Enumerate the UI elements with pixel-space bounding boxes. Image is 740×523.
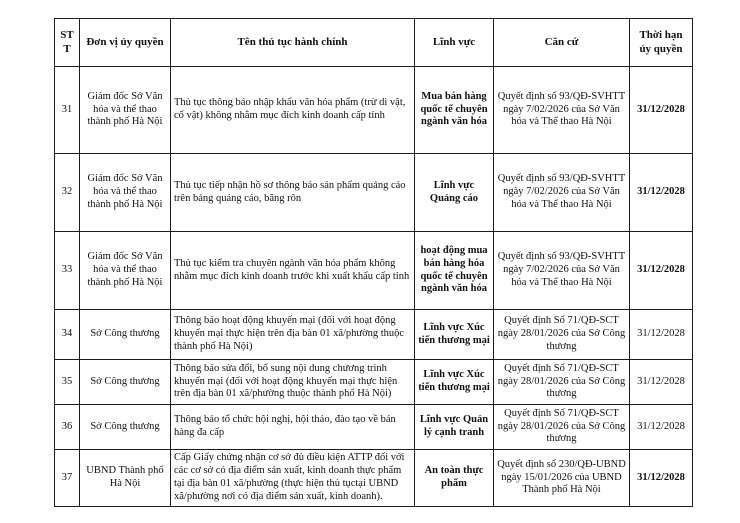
cell-linh-vuc: Mua bán hàng quốc tế chuyên ngành văn hóa	[415, 67, 494, 154]
cell-ten-thu-tuc: Thông báo tổ chức hội nghị, hội thảo, đào tạo về bán hàng đa cấp	[171, 405, 415, 450]
cell-can-cu: Quyết định Số 71/QĐ-SCT ngày 28/01/2026 của Sở Công thương	[494, 310, 630, 360]
cell-don-vi: Giám đốc Sở Văn hóa và thể thao thành phố Hà Nội	[80, 67, 171, 154]
cell-don-vi: Giám đốc Sở Văn hóa và thể thao thành phố Hà Nội	[80, 232, 171, 310]
cell-thoi-han: 31/12/2028	[630, 450, 693, 507]
cell-stt: 33	[55, 232, 80, 310]
cell-stt: 35	[55, 360, 80, 405]
cell-linh-vuc: Lĩnh vực Quảng cáo	[415, 154, 494, 232]
cell-don-vi: Giám đốc Sở Văn hóa và thể thao thành phố Hà Nội	[80, 154, 171, 232]
header-linh-vuc: Lĩnh vực	[415, 19, 494, 67]
cell-don-vi: Sở Công thương	[80, 405, 171, 450]
table-row	[55, 405, 693, 450]
cell-thoi-han: 31/12/2028	[630, 310, 693, 360]
cell-thoi-han: 31/12/2028	[630, 67, 693, 154]
table-body	[55, 67, 693, 507]
cell-can-cu: Quyết định số 230/QĐ-UBND ngày 15/01/2026 của UBND Thành phố Hà Nội	[494, 450, 630, 507]
cell-stt: 34	[55, 310, 80, 360]
cell-ten-thu-tuc: Thông báo hoạt động khuyến mại (đối với hoạt động khuyến mại thực hiện trên địa bàn 01 xã/phường thuộc thành phố Hà Nội)	[171, 310, 415, 360]
header-don-vi-uy-quyen: Đơn vị ủy quyền	[80, 19, 171, 67]
header-stt: STT	[55, 19, 80, 67]
cell-can-cu: Quyết định Số 71/QĐ-SCT ngày 28/01/2026 của Sở Công thương	[494, 360, 630, 405]
table-row	[55, 310, 693, 360]
cell-can-cu: Quyết định Số 71/QĐ-SCT ngày 28/01/2026 của Sở Công thương	[494, 405, 630, 450]
cell-thoi-han: 31/12/2028	[630, 405, 693, 450]
cell-linh-vuc: Lĩnh vực Xúc tiến thương mại	[415, 360, 494, 405]
cell-don-vi: Sở Công thương	[80, 360, 171, 405]
cell-stt: 36	[55, 405, 80, 450]
table-row	[55, 232, 693, 310]
cell-stt: 32	[55, 154, 80, 232]
cell-linh-vuc: An toàn thực phẩm	[415, 450, 494, 507]
table-row	[55, 67, 693, 154]
cell-linh-vuc: Lĩnh vực Xúc tiến thương mại	[415, 310, 494, 360]
table-row	[55, 450, 693, 507]
cell-stt: 37	[55, 450, 80, 507]
cell-can-cu: Quyết định số 93/QĐ-SVHTT ngày 7/02/2026 của Sở Văn hóa và Thể thao Hà Nội	[494, 154, 630, 232]
cell-thoi-han: 31/12/2028	[630, 232, 693, 310]
cell-stt: 31	[55, 67, 80, 154]
cell-ten-thu-tuc: Thủ tục thông báo nhập khẩu văn hóa phẩm (trừ di vật, cổ vật) không nhằm mục đích kinh doanh cấp tỉnh	[171, 67, 415, 154]
cell-don-vi: Sở Công thương	[80, 310, 171, 360]
table-row	[55, 360, 693, 405]
table-header-row	[55, 19, 693, 67]
cell-can-cu: Quyết định số 93/QĐ-SVHTT ngày 7/02/2026 của Sở Văn hóa và Thể thao Hà Nội	[494, 232, 630, 310]
cell-ten-thu-tuc: Cấp Giấy chứng nhận cơ sở đủ điều kiện ATTP đối với các cơ sở có địa điểm sản xuất, kinh doanh thực phẩm tại địa bàn 01 xã/phường (thực hiện thủ tụctại UBND xã/phường nơi có địa điểm sản xuất, kinh doanh).	[171, 450, 415, 507]
cell-linh-vuc: Lĩnh vực Quản lý cạnh tranh	[415, 405, 494, 450]
cell-thoi-han: 31/12/2028	[630, 360, 693, 405]
cell-ten-thu-tuc: Thủ tục kiểm tra chuyên ngành văn hóa phẩm không nhằm mục đích kinh doanh trước khi xuất khẩu cấp tỉnh	[171, 232, 415, 310]
header-ten-thu-tuc: Tên thủ tục hành chính	[171, 19, 415, 67]
cell-ten-thu-tuc: Thủ tục tiếp nhận hồ sơ thông báo sản phẩm quảng cáo trên bảng quảng cáo, băng rôn	[171, 154, 415, 232]
cell-don-vi: UBND Thành phố Hà Nội	[80, 450, 171, 507]
delegation-table	[54, 18, 693, 507]
table-row	[55, 154, 693, 232]
cell-can-cu: Quyết định số 93/QĐ-SVHTT ngày 7/02/2026 của Sở Văn hóa và Thể thao Hà Nội	[494, 67, 630, 154]
cell-linh-vuc: hoạt động mua bán hàng hóa quốc tế chuyên ngành văn hóa	[415, 232, 494, 310]
cell-ten-thu-tuc: Thông báo sửa đổi, bổ sung nội dung chương trình khuyến mại (đối với hoạt động khuyến mại thực hiện trên địa bàn 01 xã/phường thuộc thành phố Hà Nội)	[171, 360, 415, 405]
cell-thoi-han: 31/12/2028	[630, 154, 693, 232]
header-thoi-han-uy-quyen: Thời hạn ủy quyền	[630, 19, 693, 67]
header-can-cu: Căn cứ	[494, 19, 630, 67]
